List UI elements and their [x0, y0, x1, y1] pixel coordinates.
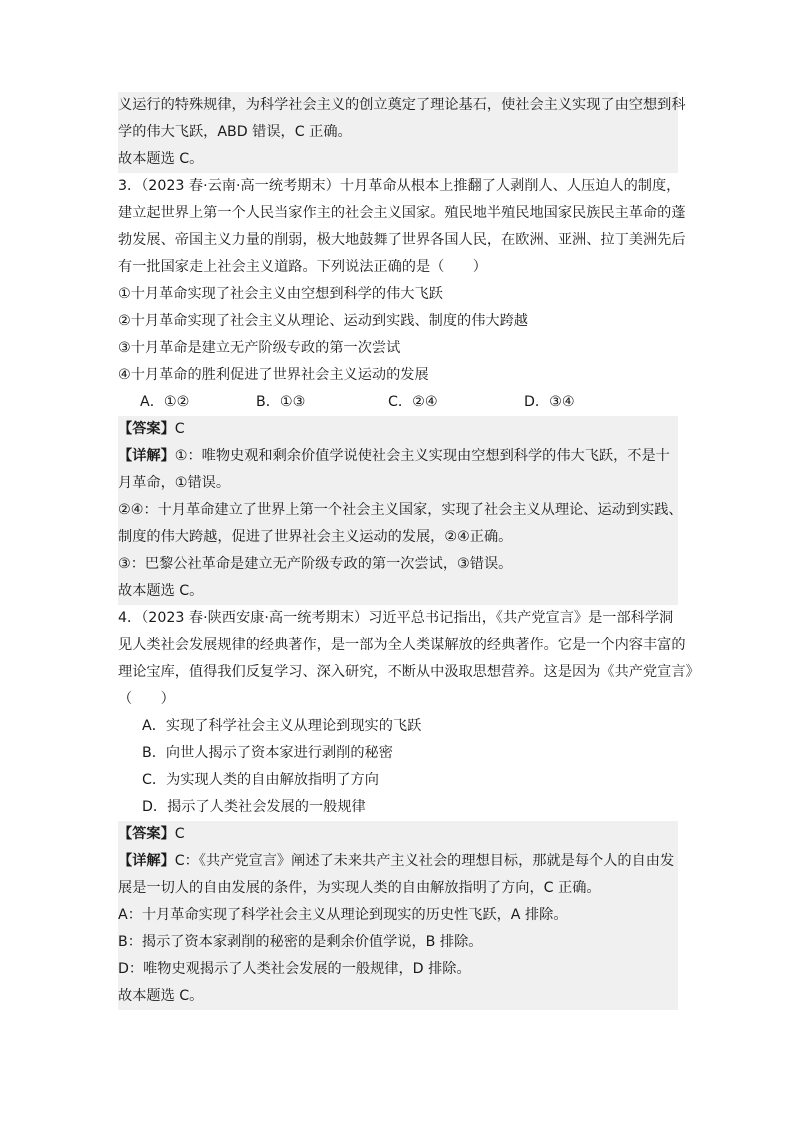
q3-statement-4: ④十月革命的胜利促进了世界社会主义运动的发展 — [118, 367, 429, 383]
q2-detail-line-2: 学的伟大飞跃，ABD 错误，C 正确。 — [118, 119, 678, 146]
q4-option-c: C．为实现人类的自由解放指明了方向 — [142, 772, 379, 788]
q3-detail-line-1 — [118, 443, 678, 470]
q3-statement-3: ③十月革命是建立无产阶级专政的第一次尝试 — [118, 340, 401, 356]
q3-conclusion: 故本题选 C。 — [118, 578, 678, 605]
q3-choice-c: C．②④ — [388, 394, 438, 410]
q3-statement-1: ①十月革命实现了社会主义由空想到科学的伟大飞跃 — [118, 286, 443, 302]
q3-detail-label: 【详解】 — [118, 448, 175, 464]
q3-stem-line-3: 勃发展、帝国主义力量的削弱，极大地鼓舞了世界各国人民，在欧洲、亚洲、拉丁美洲先后 — [118, 232, 686, 248]
q2-detail-line-1: 义运行的特殊规律，为科学社会主义的创立奠定了理论基石，使社会主义实现了由空想到科 — [118, 92, 678, 119]
q4-detail-text-1: C：《共产党宣言》阐述了未来共产主义社会的理想目标，那就是每个人的自由发 — [174, 853, 675, 869]
q3-stem-line-2: 建立起世界上第一个人民当家作主的社会主义国家。殖民地半殖民地国家民族民主革命的蓬 — [118, 205, 686, 221]
q4-option-a: A．实现了科学社会主义从理论到现实的飞跃 — [142, 718, 422, 734]
q4-option-b: B．向世人揭示了资本家进行剥削的秘密 — [142, 745, 393, 761]
q3-choice-b: B．①③ — [256, 394, 306, 410]
q3-choice-a: A．①② — [140, 394, 190, 410]
q3-answer-value: C — [174, 421, 185, 437]
q4-detail-line-1 — [118, 848, 678, 875]
q4-stem-line-4: （ ） — [118, 691, 175, 707]
q3-statement-2: ②十月革命实现了社会主义从理论、运动到实践、制度的伟大跨越 — [118, 313, 528, 329]
q4-option-d: D．揭示了人类社会发展的一般规律 — [142, 799, 366, 815]
q4-stem-line-3: 理论宝库，值得我们反复学习、深入研究，不断从中汲取思想营养。这是因为《共产党宣言》 — [118, 664, 700, 680]
q4-conclusion: 故本题选 C。 — [118, 983, 678, 1010]
q3-detail-line-3: ②④：十月革命建立了世界上第一个社会主义国家，实现了社会主义从理论、运动到实践、 — [118, 497, 678, 524]
q2-conclusion: 故本题选 C。 — [118, 146, 678, 173]
q4-detail-line-2: 展是一切人的自由发展的条件，为实现人类的自由解放指明了方向，C 正确。 — [118, 875, 678, 902]
document-page — [118, 92, 700, 1010]
q4-answer-label: 【答案】 — [118, 826, 175, 842]
q3-detail-line-2: 月革命，①错误。 — [118, 470, 678, 497]
q4-detail-line-5: D：唯物史观揭示了人类社会发展的一般规律，D 排除。 — [118, 956, 678, 983]
q3-stem-line-4: 有一批国家走上社会主义道路。下列说法正确的是（ ） — [118, 259, 487, 275]
q3-choice-d: D．③④ — [524, 394, 575, 410]
q3-detail-line-5: ③：巴黎公社革命是建立无产阶级专政的第一次尝试，③错误。 — [118, 551, 678, 578]
q4-detail-line-4: B：揭示了资本家剥削的秘密的是剩余价值学说，B 排除。 — [118, 929, 678, 956]
q3-choices — [118, 389, 678, 416]
q4-answer — [118, 821, 678, 848]
q4-answer-value: C — [174, 826, 185, 842]
q3-detail-line-4: 制度的伟大跨越，促进了世界社会主义运动的发展，②④正确。 — [118, 524, 678, 551]
q4-stem-line-2: 见人类社会发展规律的经典著作，是一部为全人类谋解放的经典著作。它是一个内容丰富的 — [118, 637, 686, 653]
q3-detail-text-1: ①：唯物史观和剩余价值学说使社会主义实现由空想到科学的伟大飞跃，不是十 — [174, 448, 670, 464]
q3-stem-line-1: 3．（2023 春·云南·高一统考期末）十月革命从根本上推翻了人剥削人、人压迫人的制度， — [118, 178, 681, 194]
q3-answer — [118, 416, 678, 443]
q4-detail-label: 【详解】 — [118, 853, 175, 869]
q4-detail-line-3: A：十月革命实现了科学社会主义从理论到现实的历史性飞跃，A 排除。 — [118, 902, 678, 929]
q3-answer-label: 【答案】 — [118, 421, 175, 437]
q4-stem-line-1: 4．（2023 春·陕西安康·高一统考期末）习近平总书记指出，《共产党宣言》是一部科学洞 — [118, 610, 674, 626]
